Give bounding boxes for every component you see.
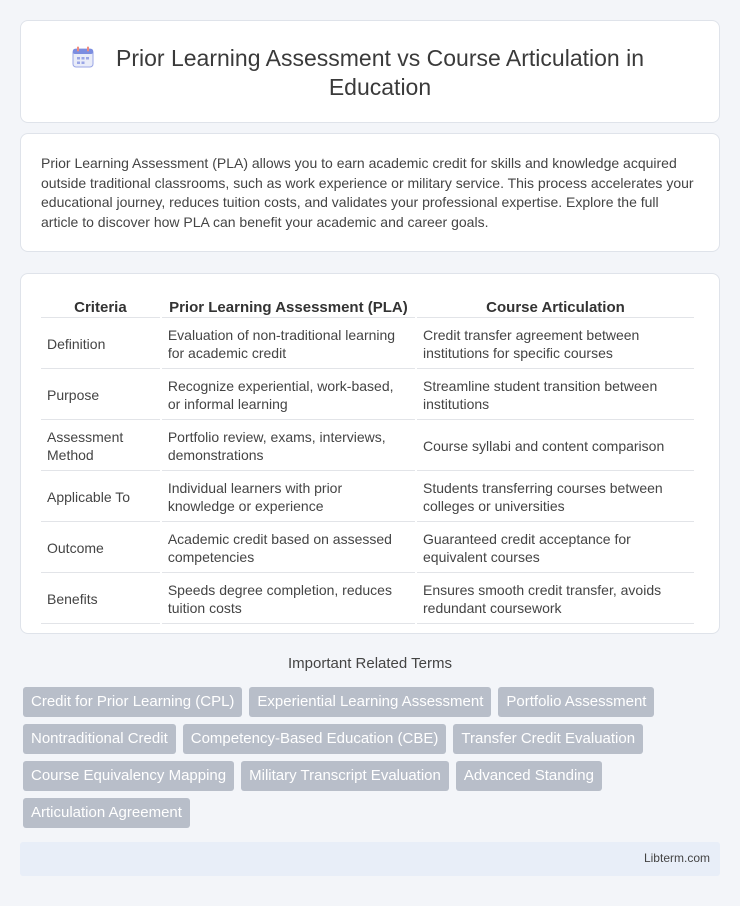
row-pla: Portfolio review, exams, interviews, demonstrations	[162, 422, 415, 471]
row-pla: Evaluation of non-traditional learning for academic credit	[162, 320, 415, 369]
table-row	[41, 524, 694, 573]
footer	[20, 842, 720, 876]
row-pla: Recognize experiential, work-based, or informal learning	[162, 371, 415, 420]
row-articulation: Students transferring courses between colleges or universities	[417, 473, 694, 522]
intro-paragraph: Prior Learning Assessment (PLA) allows you to earn academic credit for skills and knowledge acquired outside traditional classrooms, such as work experience or military service. This process accelerates your educational journey, reduces tuition costs, and validates your professional expertise. Explore the full article to discover how PLA can benefit your academic and career goals.	[41, 155, 694, 230]
row-criteria: Definition	[41, 320, 160, 369]
table-header-row	[41, 296, 694, 318]
related-term-tag[interactable]: Portfolio Assessment	[498, 687, 654, 717]
comparison-card	[20, 273, 720, 634]
related-terms-heading: Important Related Terms	[288, 655, 452, 672]
related-term-tag[interactable]: Experiential Learning Assessment	[249, 687, 491, 717]
row-articulation: Course syllabi and content comparison	[417, 422, 694, 471]
row-articulation: Ensures smooth credit transfer, avoids redundant coursework	[417, 575, 694, 624]
related-term-tag[interactable]: Nontraditional Credit	[23, 724, 176, 754]
header-criteria: Criteria	[41, 296, 160, 318]
table-row	[41, 473, 694, 522]
related-term-tag[interactable]: Course Equivalency Mapping	[23, 761, 234, 791]
row-criteria: Benefits	[41, 575, 160, 624]
related-term-tag[interactable]: Transfer Credit Evaluation	[453, 724, 643, 754]
row-pla: Academic credit based on assessed competencies	[162, 524, 415, 573]
table-row	[41, 320, 694, 369]
row-criteria: Purpose	[41, 371, 160, 420]
intro-card	[20, 133, 720, 252]
related-term-tag[interactable]: Articulation Agreement	[23, 798, 190, 828]
table-row	[41, 575, 694, 624]
table-row	[41, 422, 694, 471]
related-term-tag[interactable]: Competency-Based Education (CBE)	[183, 724, 447, 754]
table-row	[41, 371, 694, 420]
title-card	[20, 20, 720, 123]
row-pla: Speeds degree completion, reduces tuition costs	[162, 575, 415, 624]
row-criteria: Applicable To	[41, 473, 160, 522]
related-term-tag[interactable]: Advanced Standing	[456, 761, 602, 791]
header-pla: Prior Learning Assessment (PLA)	[162, 296, 415, 318]
related-term-tag[interactable]: Credit for Prior Learning (CPL)	[23, 687, 242, 717]
page-title: Prior Learning Assessment vs Course Articulation in Education	[116, 45, 644, 100]
footer-site-link[interactable]: Libterm.com	[643, 851, 710, 865]
row-pla: Individual learners with prior knowledge or experience	[162, 473, 415, 522]
related-terms-list	[23, 687, 713, 828]
row-criteria: Outcome	[41, 524, 160, 573]
comparison-table	[39, 294, 696, 626]
row-articulation: Guaranteed credit acceptance for equivalent courses	[417, 524, 694, 573]
header-articulation: Course Articulation	[417, 296, 694, 318]
row-articulation: Streamline student transition between institutions	[417, 371, 694, 420]
row-criteria: Assessment Method	[41, 422, 160, 471]
related-term-tag[interactable]: Military Transcript Evaluation	[241, 761, 449, 791]
row-articulation: Credit transfer agreement between institutions for specific courses	[417, 320, 694, 369]
